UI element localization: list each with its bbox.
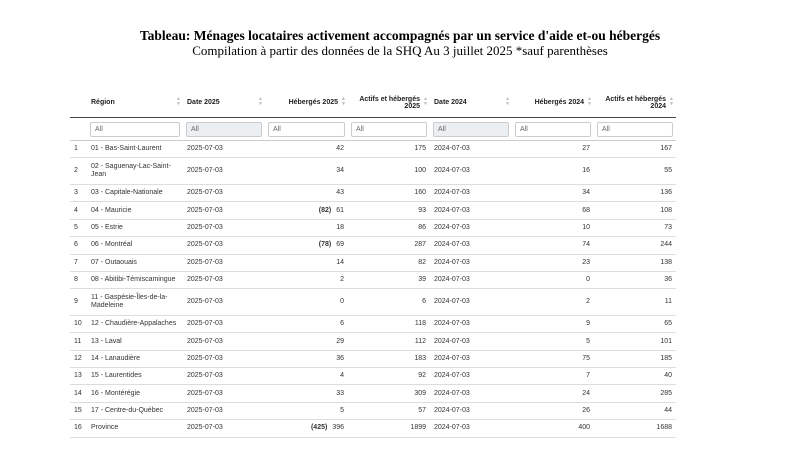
cell-date-2025: 2025-07-03 [183,254,265,271]
cell-date-2024: 2024-07-03 [430,315,512,332]
row-index: 10 [70,315,87,332]
row-index: 6 [70,237,87,254]
page-title: Tableau: Ménages locataires activement accompagnés par un service d'aide et-ou hébergés [139,28,661,43]
row-index: 9 [70,289,87,316]
cell-actifs-2024: 73 [594,219,676,236]
table-row [70,350,676,367]
cell-region: 17 - Centre-du-Québec [87,402,183,419]
cell-actifs-2024: 285 [594,385,676,402]
row-index: 4 [70,202,87,219]
cell-actifs-2024: 44 [594,402,676,419]
cell-actifs-2024: 101 [594,333,676,350]
cell-actifs-2025: 183 [348,350,430,367]
cell-heberges-2025: 42 [265,141,348,158]
cell-heberges-2024: 16 [512,158,594,185]
cell-heberges-2025: 29 [265,333,348,350]
cell-actifs-2025: 287 [348,237,430,254]
cell-heberges-2024: 0 [512,271,594,288]
cell-actifs-2025: 93 [348,202,430,219]
sort-icon[interactable]: ▲ ▼ [176,96,181,107]
row-index: 11 [70,333,87,350]
cell-actifs-2025: 175 [348,141,430,158]
table-row [70,202,676,219]
cell-heberges-2025: 18 [265,219,348,236]
table-row [70,271,676,288]
cell-actifs-2024: 136 [594,184,676,201]
row-index: 16 [70,420,87,437]
row-index: 1 [70,141,87,158]
cell-actifs-2024: 244 [594,237,676,254]
col-header-index [70,88,87,118]
table-row [70,219,676,236]
cell-actifs-2025: 118 [348,315,430,332]
cell-date-2024: 2024-07-03 [430,289,512,316]
cell-region: 12 - Chaudière-Appalaches [87,315,183,332]
cell-date-2025: 2025-07-03 [183,158,265,185]
cell-heberges-2025: 36 [265,350,348,367]
table-row [70,368,676,385]
cell-date-2025: 2025-07-03 [183,271,265,288]
cell-heberges-2024: 400 [512,420,594,437]
col-header-actifs-2025[interactable]: Actifs et hébergés 2025 ▲ ▼ [348,88,430,118]
cell-heberges-2025: (425) 396 [265,420,348,437]
table-row [70,237,676,254]
cell-date-2024: 2024-07-03 [430,237,512,254]
cell-heberges-2025: 5 [265,402,348,419]
cell-date-2025: 2025-07-03 [183,350,265,367]
table-row [70,158,676,185]
cell-heberges-2025: 43 [265,184,348,201]
cell-date-2024: 2024-07-03 [430,333,512,350]
sort-icon[interactable]: ▲ ▼ [341,96,346,107]
cell-region: 13 - Laval [87,333,183,350]
row-index: 3 [70,184,87,201]
row-index: 7 [70,254,87,271]
table-row [70,402,676,419]
cell-heberges-2024: 34 [512,184,594,201]
table-row [70,289,676,316]
cell-actifs-2025: 1899 [348,420,430,437]
parenthesis-value: (425) [310,424,328,432]
cell-region: 04 - Mauricie [87,202,183,219]
cell-date-2025: 2025-07-03 [183,184,265,201]
cell-heberges-2024: 9 [512,315,594,332]
cell-date-2025: 2025-07-03 [183,368,265,385]
cell-date-2024: 2024-07-03 [430,368,512,385]
cell-date-2025: 2025-07-03 [183,219,265,236]
col-header-heberges-2025[interactable]: Hébergés 2025 ▲ ▼ [265,88,348,118]
cell-actifs-2024: 36 [594,271,676,288]
cell-actifs-2025: 57 [348,402,430,419]
cell-region: 05 - Estrie [87,219,183,236]
cell-heberges-2025: 33 [265,385,348,402]
col-header-actifs-2024[interactable]: Actifs et hébergés 2024 ▲ ▼ [594,88,676,118]
cell-date-2024: 2024-07-03 [430,202,512,219]
cell-actifs-2024: 185 [594,350,676,367]
cell-actifs-2024: 11 [594,289,676,316]
cell-region: 02 - Saguenay-Lac-Saint-Jean [87,158,183,185]
cell-region: 03 - Capitale-Nationale [87,184,183,201]
row-index: 8 [70,271,87,288]
cell-date-2024: 2024-07-03 [430,184,512,201]
filter-row [70,118,676,141]
header-row [70,88,676,118]
cell-heberges-2024: 23 [512,254,594,271]
cell-actifs-2025: 100 [348,158,430,185]
cell-heberges-2024: 68 [512,202,594,219]
cell-date-2024: 2024-07-03 [430,420,512,437]
cell-date-2024: 2024-07-03 [430,385,512,402]
cell-region: 11 - Gaspésie-Îles-de-la-Madeleine [87,289,183,316]
cell-actifs-2025: 6 [348,289,430,316]
col-header-date-2025[interactable]: Date 2025 ▲ ▼ [183,88,265,118]
parenthesis-value: (82) [318,206,332,214]
title-block [0,28,800,58]
cell-actifs-2025: 160 [348,184,430,201]
parenthesis-value: (78) [318,241,332,249]
cell-heberges-2024: 26 [512,402,594,419]
cell-date-2024: 2024-07-03 [430,402,512,419]
cell-heberges-2024: 24 [512,385,594,402]
cell-actifs-2025: 82 [348,254,430,271]
cell-date-2025: 2025-07-03 [183,402,265,419]
cell-heberges-2025: 34 [265,158,348,185]
cell-region: 01 - Bas-Saint-Laurent [87,141,183,158]
cell-heberges-2024: 75 [512,350,594,367]
cell-actifs-2025: 309 [348,385,430,402]
filter-date-2024[interactable]: All [433,122,509,137]
table-row [70,141,676,158]
cell-actifs-2025: 39 [348,271,430,288]
col-header-heberges-2024[interactable]: Hébergés 2024 ▲ ▼ [512,88,594,118]
cell-actifs-2024: 108 [594,202,676,219]
sort-icon[interactable]: ▲ ▼ [669,96,674,107]
cell-heberges-2025: 4 [265,368,348,385]
cell-region: Province [87,420,183,437]
cell-actifs-2024: 55 [594,158,676,185]
row-index: 12 [70,350,87,367]
sort-icon[interactable]: ▲ ▼ [505,96,510,107]
cell-heberges-2025: 0 [265,289,348,316]
cell-actifs-2024: 167 [594,141,676,158]
cell-date-2024: 2024-07-03 [430,141,512,158]
cell-heberges-2024: 10 [512,219,594,236]
cell-actifs-2025: 112 [348,333,430,350]
cell-date-2024: 2024-07-03 [430,254,512,271]
table-row [70,420,676,437]
cell-region: 07 - Outaouais [87,254,183,271]
table-row [70,254,676,271]
cell-date-2024: 2024-07-03 [430,350,512,367]
cell-region: 08 - Abitibi-Témiscamingue [87,271,183,288]
cell-date-2025: 2025-07-03 [183,420,265,437]
cell-date-2025: 2025-07-03 [183,237,265,254]
filter-actifs-2025[interactable]: All [351,122,427,137]
cell-heberges-2024: 5 [512,333,594,350]
cell-actifs-2025: 92 [348,368,430,385]
cell-heberges-2025: (82) 61 [265,202,348,219]
data-table [70,88,676,438]
cell-heberges-2025: (78) 69 [265,237,348,254]
table-row [70,315,676,332]
cell-heberges-2024: 27 [512,141,594,158]
filter-actifs-2024[interactable]: All [597,122,673,137]
cell-actifs-2025: 86 [348,219,430,236]
filter-region[interactable]: All [90,122,180,137]
cell-date-2024: 2024-07-03 [430,158,512,185]
row-index: 13 [70,368,87,385]
sort-icon[interactable]: ▲ ▼ [587,96,592,107]
cell-actifs-2024: 65 [594,315,676,332]
cell-date-2025: 2025-07-03 [183,385,265,402]
col-header-date-2024[interactable]: Date 2024 ▲ ▼ [430,88,512,118]
table-row [70,184,676,201]
table-row [70,333,676,350]
cell-date-2025: 2025-07-03 [183,315,265,332]
row-index: 2 [70,158,87,185]
col-header-region[interactable]: Région ▲ ▼ [87,88,183,118]
cell-heberges-2024: 7 [512,368,594,385]
filter-heberges-2025[interactable]: All [268,122,345,137]
filter-date-2025[interactable]: All [186,122,262,137]
cell-heberges-2025: 14 [265,254,348,271]
cell-heberges-2024: 74 [512,237,594,254]
page-subtitle: Compilation à partir des données de la SHQ Au 3 juillet 2025 *sauf parenthèses [192,43,608,58]
cell-heberges-2025: 2 [265,271,348,288]
cell-actifs-2024: 138 [594,254,676,271]
cell-heberges-2025: 6 [265,315,348,332]
cell-region: 06 - Montréal [87,237,183,254]
cell-date-2024: 2024-07-03 [430,271,512,288]
cell-region: 16 - Montérégie [87,385,183,402]
row-index: 15 [70,402,87,419]
cell-date-2025: 2025-07-03 [183,333,265,350]
cell-heberges-2024: 2 [512,289,594,316]
filter-heberges-2024[interactable]: All [515,122,591,137]
row-index: 5 [70,219,87,236]
cell-actifs-2024: 1688 [594,420,676,437]
sort-icon[interactable]: ▲ ▼ [423,96,428,107]
cell-region: 15 - Laurentides [87,368,183,385]
row-index: 14 [70,385,87,402]
sort-icon[interactable]: ▲ ▼ [258,96,263,107]
cell-actifs-2024: 40 [594,368,676,385]
cell-date-2025: 2025-07-03 [183,202,265,219]
cell-date-2024: 2024-07-03 [430,219,512,236]
cell-date-2025: 2025-07-03 [183,289,265,316]
cell-date-2025: 2025-07-03 [183,141,265,158]
table-row [70,385,676,402]
cell-region: 14 - Lanaudière [87,350,183,367]
